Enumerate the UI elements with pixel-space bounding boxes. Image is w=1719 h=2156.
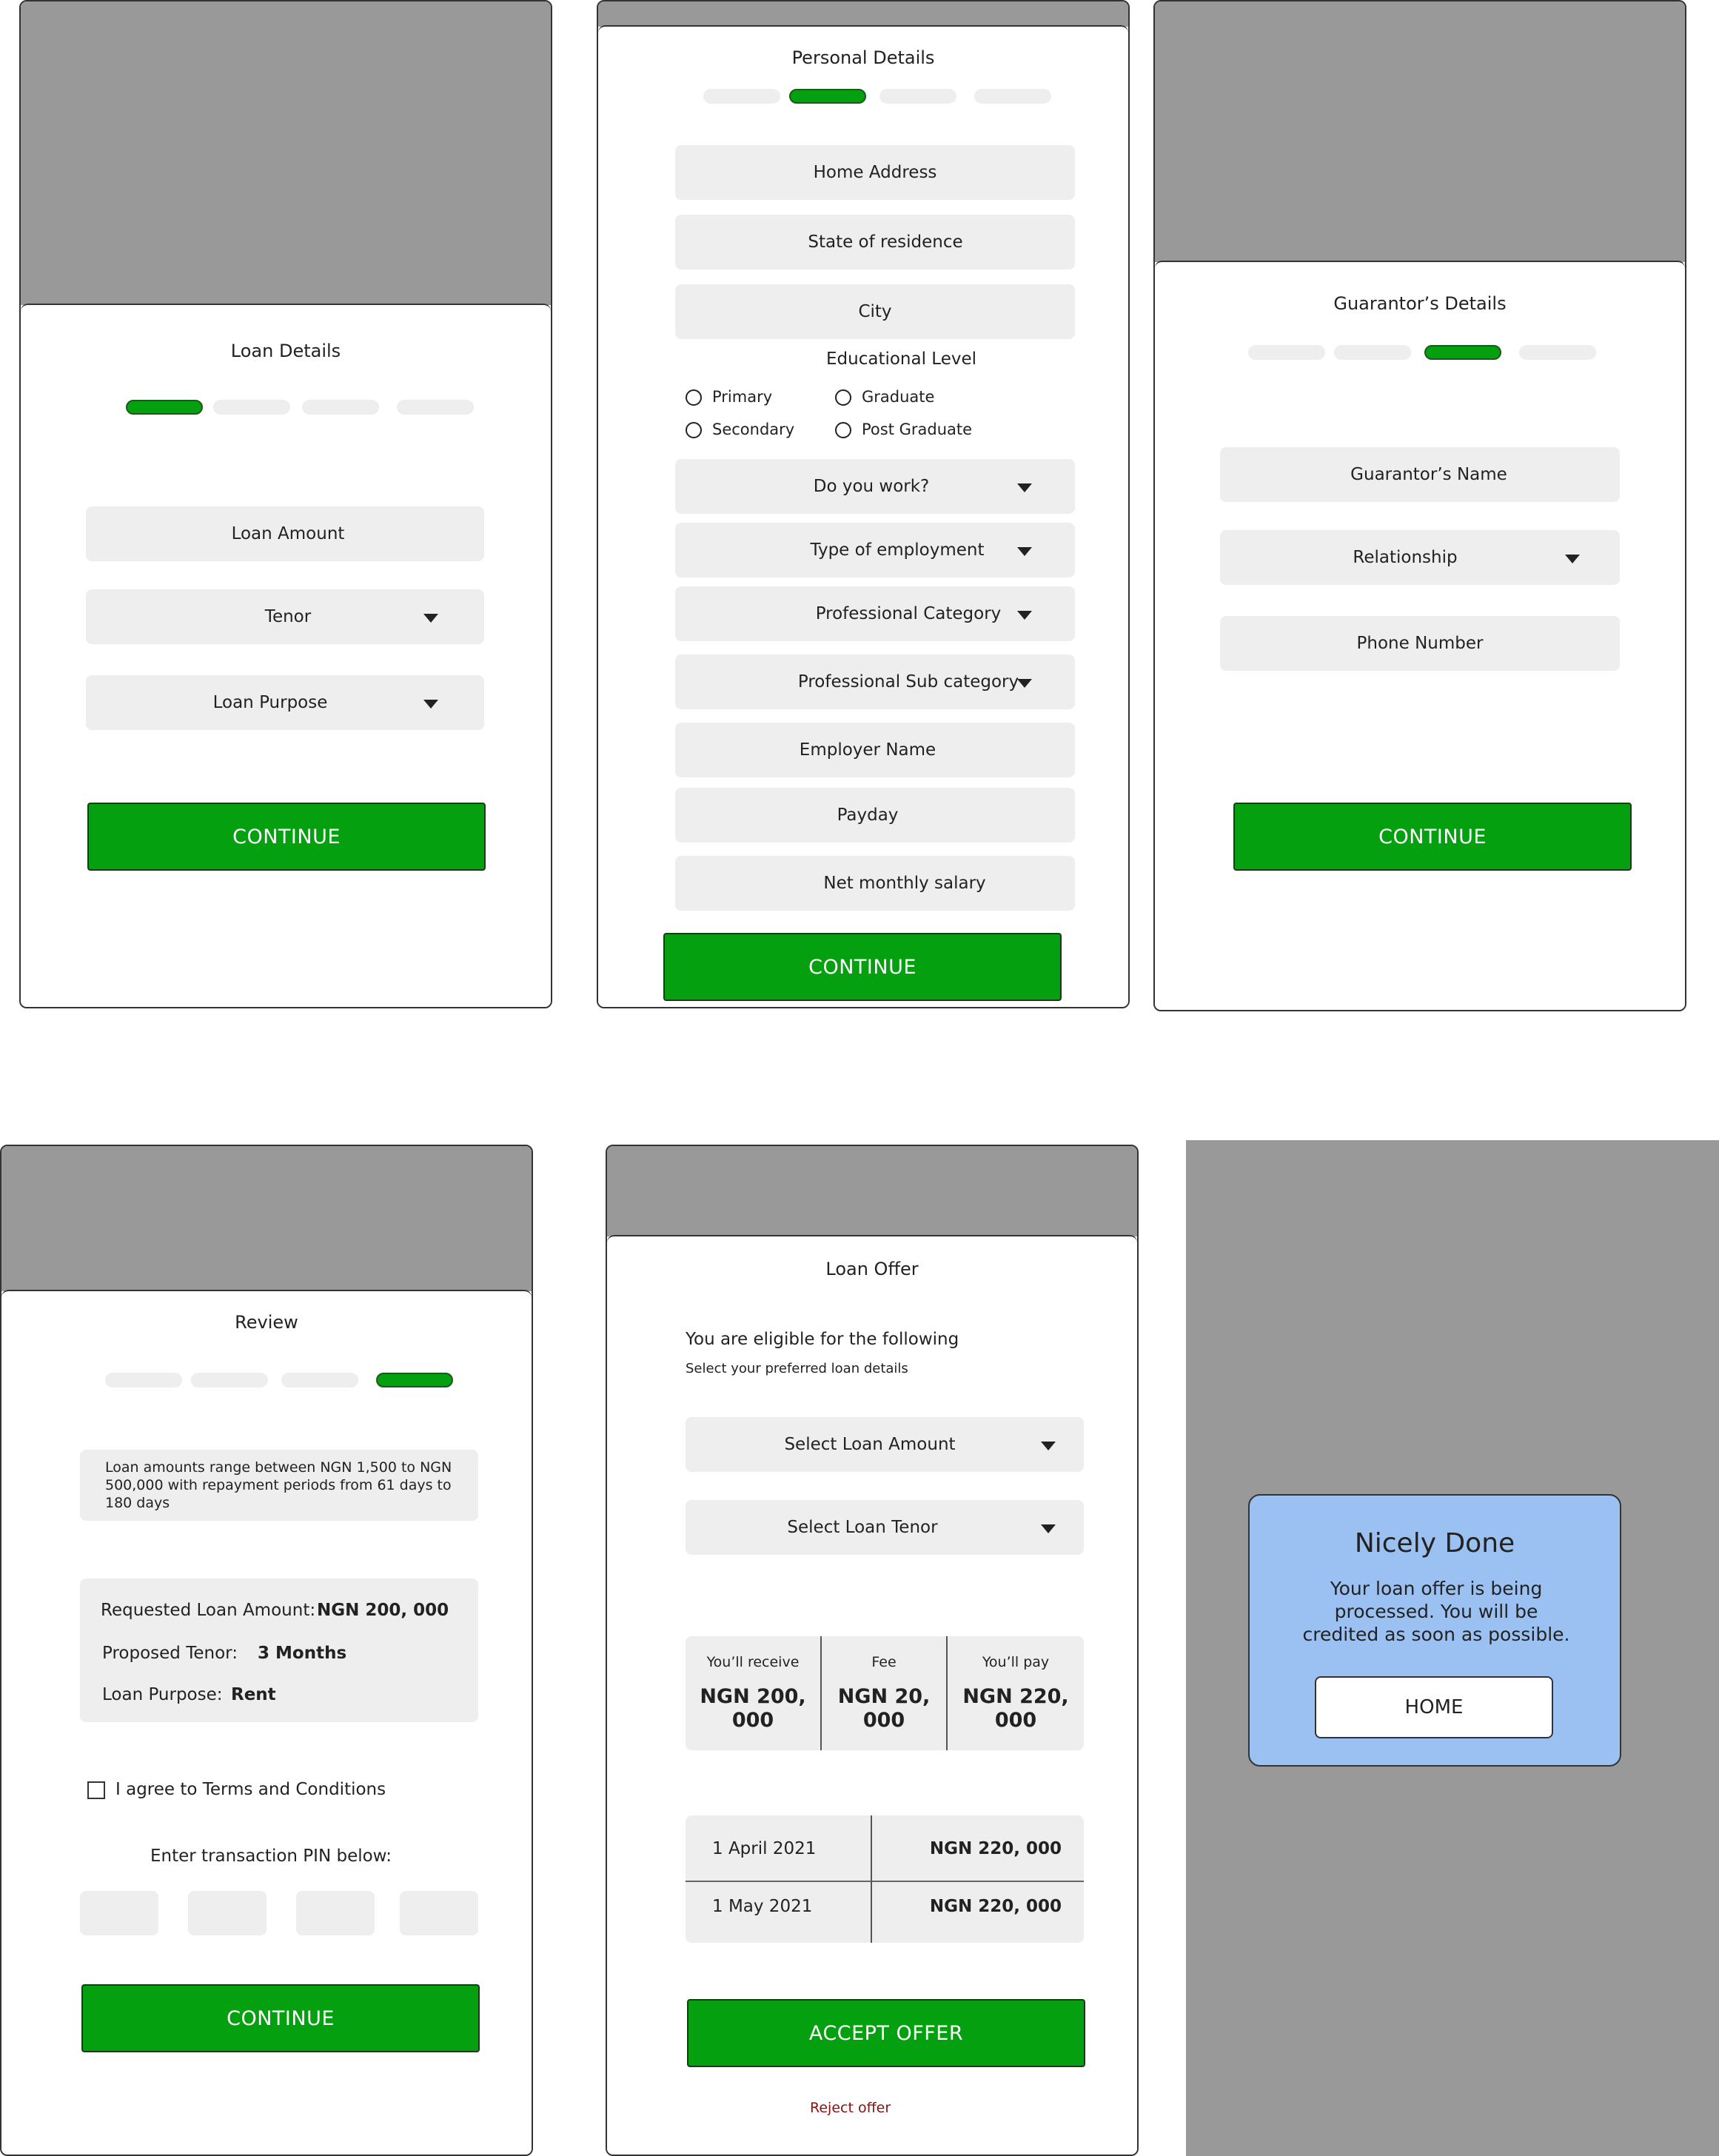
offer-card [607, 1235, 1137, 2155]
phone-number-label: Phone Number [1356, 634, 1484, 653]
pin-digit-1[interactable] [80, 1891, 158, 1935]
reject-offer-link[interactable]: Reject offer [810, 2100, 891, 2116]
header-banner [1, 1146, 532, 1291]
continue-button[interactable]: CONTINUE [81, 1984, 480, 2052]
professional-category-dropdown[interactable] [675, 586, 1075, 641]
receive-value: NGN 200, 000 [700, 1685, 806, 1732]
loan-purpose-label: Loan Purpose: [102, 1685, 223, 1704]
page-title: Loan Details [230, 341, 341, 361]
radio-graduate[interactable] [835, 389, 851, 406]
employer-name-input[interactable] [675, 723, 1075, 777]
progress-steps [703, 89, 1059, 104]
review-summary-box [80, 1578, 478, 1722]
receive-label: You’ll receive [706, 1654, 800, 1670]
employment-type-dropdown[interactable] [675, 523, 1075, 578]
step-1 [105, 1373, 182, 1387]
terms-label: I agree to Terms and Conditions [115, 1780, 386, 1799]
schedule-amount: NGN 220, 000 [929, 1897, 1062, 1916]
schedule-date: 1 May 2021 [712, 1897, 813, 1916]
schedule-amount: NGN 220, 000 [929, 1839, 1062, 1858]
home-button[interactable]: HOME [1315, 1676, 1553, 1738]
header-banner [598, 1, 1128, 27]
row-divider [686, 1881, 1084, 1882]
step-2 [789, 89, 866, 104]
page-title: Guarantor’s Details [1333, 293, 1507, 314]
pin-digit-3[interactable] [296, 1891, 375, 1935]
chevron-down-icon [423, 700, 438, 709]
pay-value: NGN 220, 000 [962, 1685, 1069, 1732]
relationship-label: Relationship [1353, 548, 1458, 567]
accept-offer-button[interactable]: ACCEPT OFFER [687, 1999, 1085, 2067]
chevron-down-icon [1017, 679, 1032, 688]
loan-range-info-box [80, 1450, 478, 1521]
personal-details-screen [597, 0, 1130, 1008]
step-3 [1424, 345, 1501, 360]
repayment-schedule [686, 1815, 1084, 1943]
continue-button[interactable]: CONTINUE [87, 803, 486, 871]
step-4 [1519, 345, 1596, 360]
tenor-dropdown[interactable] [86, 589, 484, 644]
chevron-down-icon [423, 614, 438, 623]
pin-digit-4[interactable] [400, 1891, 478, 1935]
net-monthly-salary-input[interactable] [675, 856, 1075, 911]
page-title: Review [235, 1312, 298, 1333]
state-of-residence-input[interactable] [675, 215, 1075, 270]
receive-column [686, 1636, 820, 1750]
work-dropdown[interactable] [675, 459, 1075, 514]
requested-amount-value: NGN 200, 000 [317, 1601, 449, 1620]
step-4 [397, 400, 474, 415]
loan-purpose-label: Loan Purpose [212, 693, 328, 712]
success-message: Your loan offer is being processed. You will be credited as soon as possible. [1302, 1578, 1570, 1645]
step-4 [974, 89, 1051, 104]
requested-amount-label: Requested Loan Amount: [101, 1601, 316, 1620]
progress-steps [1248, 345, 1604, 360]
step-1 [1248, 345, 1325, 360]
pay-label: You’ll pay [982, 1654, 1050, 1670]
radio-post-graduate-label: Post Graduate [862, 421, 973, 438]
step-3 [302, 400, 379, 415]
page-title: Personal Details [791, 47, 935, 68]
fee-value: NGN 20, 000 [837, 1685, 931, 1732]
step-1 [126, 400, 203, 415]
chevron-down-icon [1017, 611, 1032, 620]
continue-button[interactable]: CONTINUE [663, 933, 1062, 1001]
radio-secondary[interactable] [686, 422, 702, 438]
select-loan-tenor-dropdown[interactable] [686, 1500, 1084, 1555]
review-screen [0, 1145, 533, 2156]
header-banner [21, 1, 551, 305]
relationship-dropdown[interactable] [1220, 530, 1620, 585]
pay-column [948, 1636, 1084, 1750]
professional-sub-category-label: Professional Sub category [797, 672, 1019, 692]
radio-graduate-label: Graduate [862, 388, 935, 406]
success-modal [1248, 1494, 1621, 1767]
loan-details-screen [19, 0, 552, 1008]
success-screen [1186, 1140, 1719, 2156]
step-1 [703, 89, 780, 104]
progress-steps [105, 1373, 460, 1387]
state-label: State of residence [808, 232, 963, 252]
offer-breakdown [686, 1636, 1084, 1750]
radio-secondary-label: Secondary [712, 421, 795, 438]
progress-steps [126, 400, 481, 415]
work-label: Do you work? [813, 477, 930, 496]
employment-type-label: Type of employment [810, 540, 985, 560]
professional-sub-category-dropdown[interactable] [675, 654, 1075, 709]
professional-category-label: Professional Category [815, 604, 1002, 623]
loan-range-info-text: Loan amounts range between NGN 1,500 to NGN 500,000 with repayment periods from 61 days to 180 days [105, 1459, 452, 1511]
loan-purpose-value: Rent [231, 1685, 276, 1704]
loan-offer-screen [606, 1145, 1139, 2156]
chevron-down-icon [1041, 1524, 1056, 1533]
chevron-down-icon [1041, 1442, 1056, 1450]
fee-label: Fee [871, 1654, 897, 1670]
guarantor-name-input[interactable] [1220, 447, 1620, 502]
radio-primary[interactable] [686, 389, 702, 406]
radio-primary-label: Primary [712, 388, 773, 406]
chevron-down-icon [1565, 555, 1580, 563]
loan-amount-input[interactable] [86, 506, 484, 561]
proposed-tenor-value: 3 Months [258, 1644, 347, 1663]
chevron-down-icon [1017, 547, 1032, 556]
step-4 [376, 1373, 453, 1387]
loan-amount-label: Loan Amount [231, 524, 345, 543]
form-card [1, 1290, 532, 2155]
employer-name-label: Employer Name [799, 740, 936, 760]
continue-button[interactable]: CONTINUE [1233, 803, 1632, 871]
header-banner [1155, 1, 1685, 262]
loan-purpose-dropdown[interactable] [86, 675, 484, 730]
guarantor-name-label: Guarantor’s Name [1350, 465, 1507, 484]
select-hint: Select your preferred loan details [686, 1361, 908, 1376]
home-address-input[interactable] [675, 145, 1075, 200]
home-address-label: Home Address [813, 163, 937, 182]
step-2 [1334, 345, 1411, 360]
step-3 [281, 1373, 358, 1387]
step-2 [191, 1373, 268, 1387]
pin-digit-2[interactable] [188, 1891, 267, 1935]
select-loan-amount-dropdown[interactable] [686, 1417, 1084, 1472]
select-loan-amount-label: Select Loan Amount [784, 1435, 956, 1454]
tenor-label: Tenor [264, 607, 312, 626]
payday-label: Payday [837, 806, 899, 825]
proposed-tenor-label: Proposed Tenor: [102, 1644, 238, 1663]
fee-column [822, 1636, 946, 1750]
eligible-heading: You are eligible for the following [686, 1330, 959, 1349]
column-divider [871, 1815, 872, 1943]
success-title: Nicely Done [1354, 1528, 1515, 1559]
radio-post-graduate[interactable] [835, 422, 851, 438]
terms-checkbox[interactable] [87, 1781, 105, 1799]
pin-label: Enter transaction PIN below: [150, 1847, 392, 1866]
form-card [21, 304, 551, 1007]
phone-number-input[interactable] [1220, 616, 1620, 671]
city-input[interactable] [675, 284, 1075, 339]
city-label: City [858, 302, 892, 321]
schedule-date: 1 April 2021 [712, 1839, 817, 1858]
page-title: Loan Offer [825, 1259, 919, 1279]
payday-input[interactable] [675, 788, 1075, 843]
header-banner [607, 1146, 1137, 1236]
form-card [598, 25, 1128, 1007]
form-card [1155, 261, 1685, 1010]
education-level-label: Educational Level [826, 349, 977, 369]
step-3 [879, 89, 956, 104]
select-loan-tenor-label: Select Loan Tenor [787, 1518, 938, 1537]
chevron-down-icon [1017, 483, 1032, 492]
guarantor-details-screen [1153, 0, 1686, 1011]
step-2 [213, 400, 290, 415]
net-monthly-salary-label: Net monthly salary [823, 874, 986, 893]
